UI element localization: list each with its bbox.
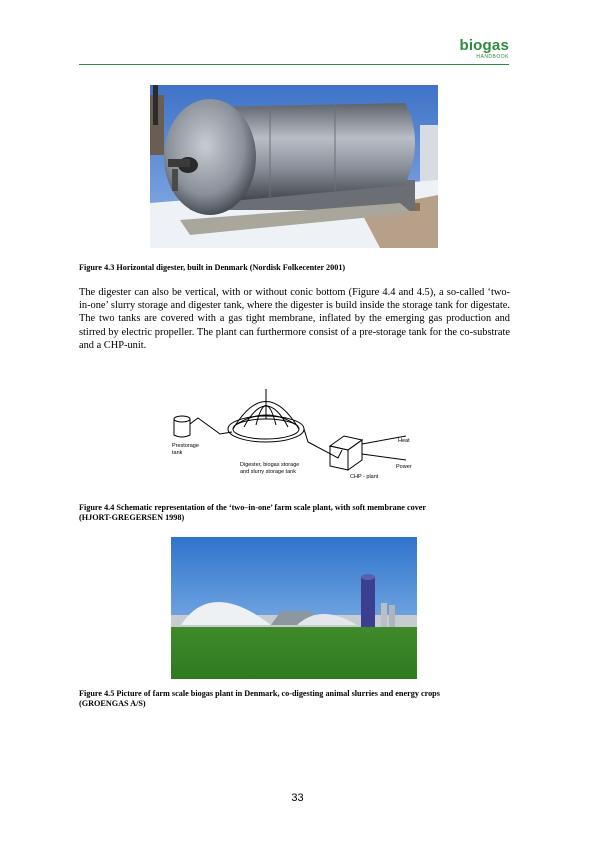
figure-4-4-caption-line1: Figure 4.4 Schematic representation of the ‘two–in-one’ farm scale plant, with soft membrane cover [79, 503, 427, 512]
figure-4-4-caption [79, 503, 519, 523]
prestorage-label-line1: Prestorage [172, 443, 199, 449]
header-logo [459, 38, 509, 61]
figure-4-5-caption-line1: Figure 4.5 Picture of farm scale biogas plant in Denmark, co-digesting animal slurries and energy crops [79, 689, 440, 698]
figure-4-3-caption: Figure 4.3 Horizontal digester, built in Denmark (Nordisk Folkecenter 2001) [79, 263, 346, 272]
logo-subtitle: HANDBOOK [476, 54, 509, 60]
horizontal-digester-photo [150, 85, 438, 248]
header-rule [79, 64, 509, 65]
figure-4-4-caption-line2: (HJORT-GREGERSEN 1998) [79, 513, 185, 522]
farm-biogas-plant-photo [171, 537, 417, 679]
prestorage-label-line2: tank [172, 450, 183, 456]
body-paragraph: The digester can also be vertical, with or without conic bottom (Figure 4.4 and 4.5), a so-called ‘two-in-one’ slurry storage and digester tank, where the digester is build inside the storage tank for digestate. The two tanks are covered with a gas tight membrane, inflated by the emerging gas production and stirred by electric propeller. The plant can furthermore consist of a pre-storage tank for the co-substrate and a CHP-unit. [79, 287, 510, 351]
page-number: 33 [291, 792, 304, 804]
logo-title: biogas [459, 37, 509, 54]
figure-4-5-caption-line2: (GROENGAS A/S) [79, 699, 146, 708]
heat-label: Heat [398, 438, 410, 444]
power-label: Power [396, 464, 412, 470]
two-in-one-plant-diagram [160, 380, 430, 495]
figure-4-5-caption [79, 689, 519, 709]
digester-label-line2: and slurry storage tank [240, 469, 296, 475]
digester-label-line1: Digester, biogas storage [240, 462, 300, 468]
chp-label: CHP - plant [350, 474, 379, 480]
